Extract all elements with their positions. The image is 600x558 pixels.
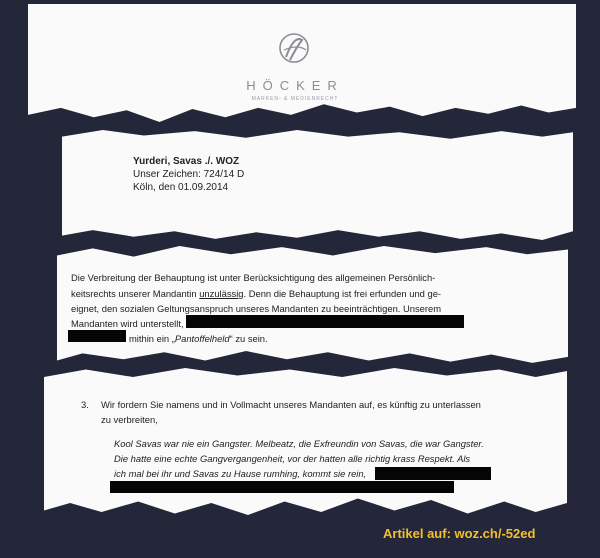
quote-line: Kool Savas war nie ein Gangster. Melbeatz, die Exfreundin von Savas, die war Gangster. bbox=[114, 438, 484, 449]
demand-line: Wir fordern Sie namens und in Vollmacht unseres Mandanten auf, es künftig zu unterlassen bbox=[101, 399, 481, 410]
article-link[interactable]: Artikel auf: woz.ch/-52ed bbox=[383, 526, 536, 541]
quote-line: Die hatte eine echte Gangvergangenheit, vor der hatten alle richtig krass Respekt. Als bbox=[114, 453, 471, 464]
paragraph-line: keitsrechts unserer Mandantin unzulässig. Denn die Behauptung ist frei erfunden und ge- bbox=[71, 288, 442, 299]
redaction-bar bbox=[68, 330, 126, 342]
firm-name: HÖCKER bbox=[246, 78, 344, 93]
redaction-bar bbox=[375, 467, 491, 480]
place-date: Köln, den 01.09.2014 bbox=[133, 182, 229, 193]
our-reference: Unser Zeichen: 724/14 D bbox=[133, 169, 245, 180]
underlined-word: unzulässig bbox=[199, 288, 244, 299]
redaction-bar bbox=[110, 481, 454, 493]
firm-logo-icon bbox=[276, 30, 312, 66]
case-subject: Yurderi, Savas ./. WOZ bbox=[133, 156, 240, 167]
paragraph-line: eignet, den sozialen Geltungsanspruch unseres Mandanten zu beeinträchtigen. Unserem bbox=[71, 303, 442, 314]
item-number: 3. bbox=[81, 399, 89, 410]
paragraph-line: Mandanten wird unterstellt, bbox=[71, 318, 184, 329]
firm-tagline: MARKEN- & MEDIENRECHT bbox=[251, 96, 339, 102]
paragraph-line: Die Verbreitung der Behauptung ist unter Berücksichtigung des allgemeinen Persönlich- bbox=[71, 272, 436, 283]
quote-line: ich mal bei ihr und Savas zu Hause rumhing, kommt sie rein, bbox=[114, 468, 367, 479]
paragraph-line: mithin ein „Pantoffelheld“ zu sein. bbox=[129, 333, 268, 344]
demand-line: zu verbreiten, bbox=[101, 414, 158, 425]
redaction-bar bbox=[186, 315, 464, 328]
